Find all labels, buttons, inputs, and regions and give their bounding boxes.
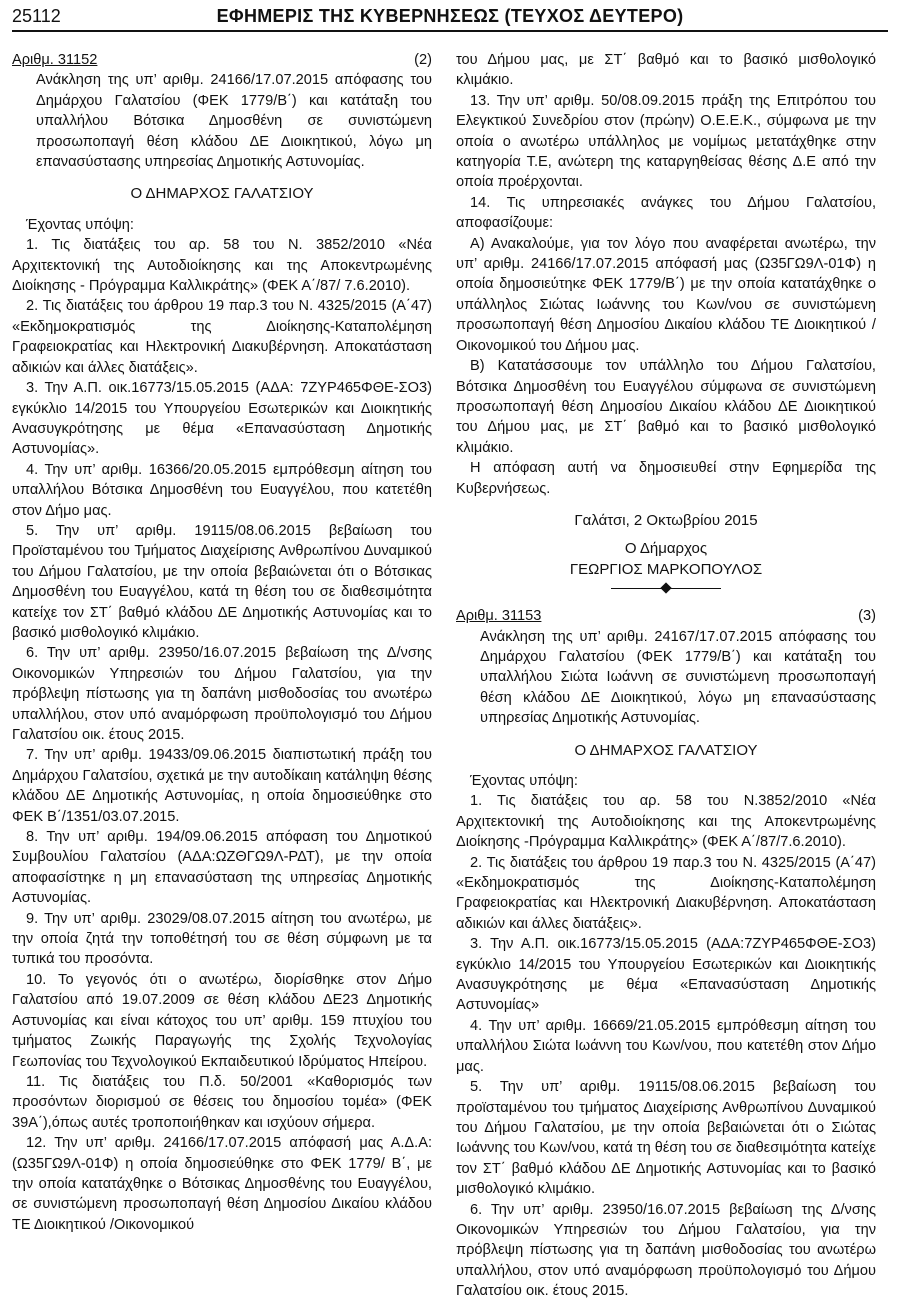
decision-1-subject-text: Ανάκληση της υπ’ αριθμ. 24166/17.07.2015 απόφασης του Δημάρχου Γαλατσίου (ΦΕΚ 1779/Β΄) και κατάταξη του υπαλλήλου Βότσικα Δημοσθένη σε συνιστώμενη προσωποπαγή θέση κλάδου ΔΕ Διοικητικού, λόγω μη επανασύστασης υπηρεσίας Δημοτικής Αστυνομίας. (36, 72, 432, 171)
decision-2-paragraph: 4. Την υπ’ αριθμ. 16669/21.05.2015 εμπρόθεσμη αίτηση του υπαλλήλου Σιώτα Ιωάννη του Κων/νου, που κατετέθη στον Δήμο μας. (456, 1017, 876, 1075)
decision-1-number: Αριθμ. 31152 (12, 52, 98, 68)
decision-1-paragraph: 2. Τις διατάξεις του άρθρου 19 παρ.3 του Ν. 4325/2015 (Α΄47) «Εκδημοκρατισμός της Διοίκησης-Καταπολέμηση Γραφειοκρατίας και Ηλεκτρονική Διακυβέρνηση. Αποκατάσταση αδικιών και άλλες διατάξεις». (12, 298, 432, 376)
decision-1-considering: Έχοντας υπόψη: (26, 216, 134, 233)
decision-1-paragraph: 10. Το γεγονός ότι ο ανωτέρω, διορίσθηκε στον Δήμο Γαλατσίου από 19.07.2009 σε θέση κλάδου ΔΕ23 Δημοτικής Αστυνομίας και είναι κάτοχος του υπ’ αριθμ. 159 πτυχίου του τμήματος Ζωικής Παραγωγής της Σχολής Τεχνολογίας Γεωπονίας του Τεχνολογικού Εκπαιδευτικού Ιδρύματος Ηπείρου. (12, 971, 432, 1070)
decision-2-subject-text: Ανάκληση της υπ’ αριθμ. 24167/17.07.2015 απόφασης του Δημάρχου Γαλατσίου (ΦΕΚ 1779/Β΄) και κατάταξη του υπαλλήλου Σιώτα Ιωάννη σε συνιστώμενη προσωποπαγή θέση κλάδου ΔΕ Διοικητικού, λόγω μη επανασύστασης υπηρεσίας Δημοτικής Αστυνομίας. (480, 628, 876, 727)
decision-1-authority: Ο ΔΗΜΑΡΧΟΣ ΓΑΛΑΤΣΙΟΥ (130, 185, 314, 203)
decision-1-place-date: Γαλάτσι, 2 Οκτωβρίου 2015 (574, 511, 758, 529)
decision-1-paragraph: Α) Ανακαλούμε, για τον λόγο που αναφέρεται ανωτέρω, την υπ’ αριθμ. 24166/17.07.2015 απόφασή μας (Ω35ΓΩ9Λ-01Φ) η οποία δημοσιεύτηκε ΦΕΚ 1779/Β΄) με την οποία κατατάχθηκε ο υπάλληλος Σιώτας Ιωάννης του Κων/νου σε συνιστώμενη προσωποπαγή θέση Δημοσίου Δικαίου κλάδου ΤΕ Διοικητικού /Οικονομικού του Δήμου μας. (456, 235, 876, 354)
decision-1-index: (2) (414, 52, 432, 68)
decision-1-signer-title: Ο Δήμαρχος (624, 540, 708, 558)
decision-1-paragraph: του Δήμου μας, με ΣΤ΄ βαθμό και το βασικό μισθολογικό κλιμάκιο. (456, 52, 876, 89)
decision-1-paragraph: 4. Την υπ’ αριθμ. 16366/20.05.2015 εμπρόθεσμη αίτηση του υπαλλήλου Βότσικα Δημοσθένη του Ευαγγέλου, που κατετέθη στον Δήμο μας. (12, 461, 432, 519)
decision-1-paragraph: 5. Την υπ’ αριθμ. 19115/08.06.2015 βεβαίωση του Προϊσταμένου του Τμήματος Διαχείρισης Ανθρωπίνου Δυναμικού του Δήμου Γαλατσίου, με την οποία βεβαιώνεται ότι ο Βότσικας Δημοσθένη του Ευαγγέλου, κατά τη θέση του σε διαθεσιμότητα κατείχε τον ΣΤ΄ βαθμό κλάδου ΔΕ Δημοτικής Αστυνομίας και το βασικό μισθολογικό κλιμάκιο. (12, 522, 432, 641)
decision-1-paragraph: 12. Την υπ’ αριθμ. 24166/17.07.2015 απόφασή μας Α.Δ.Α: (Ω35ΓΩ9Λ-01Φ) η οποία δημοσιεύθηκε στο ΦΕΚ 1779/ Β΄, με την οποία κατατάχθηκε ο Βότσικας Δημοσθένης του Ευαγγέλου, σε συνιστώμενη προσωποπαγή θέση Δημοσίου Δικαίου κλάδου ΤΕ Διοικητικού /Οικονομικού (12, 1135, 432, 1233)
diamond-ornament-icon (660, 582, 671, 593)
page-number: 25112 (12, 6, 61, 26)
decision-2-subject (456, 627, 876, 729)
right-column (456, 50, 876, 1302)
left-column (12, 50, 432, 1235)
decision-1-paragraph: Β) Κατατάσσουμε τον υπάλληλο του Δήμου Γαλατσίου, Βότσικα Δημοσθένη του Ευαγγέλου σύμφωνα σε συνιστώμενη προσωποπαγή θέση Δημοσίου Δικαίου κλάδου ΔΕ Διοικητικού του Δήμου μας, με ΣΤ΄ βαθμό και το βασικό μισθολογικό κλιμάκιο. (456, 358, 876, 456)
decision-1-signer-name: ΓΕΩΡΓΙΟΣ ΜΑΡΚΟΠΟΥΛΟΣ (569, 560, 763, 578)
gazette-title: ΕΦΗΜΕΡΙΣ ΤΗΣ ΚΥΒΕΡΝΗΣΕΩΣ (ΤΕΥΧΟΣ ΔΕΥΤΕΡΟ) (216, 6, 684, 26)
decision-1-paragraph: 14. Τις υπηρεσιακές ανάγκες του Δήμου Γαλατσίου, αποφασίζουμε: (456, 194, 876, 232)
decision-2-authority: Ο ΔΗΜΑΡΧΟΣ ΓΑΛΑΤΣΙΟΥ (574, 741, 758, 759)
decision-1-paragraph: 3. Την Α.Π. οικ.16773/15.05.2015 (ΑΔΑ: 7ΖΥΡ465ΦΘΕ-ΣΟ3) εγκύκλιο 14/2015 του Υπουργείου Εσωτερικών και Διοικητικής Ανασυγκρότησης με θέμα «Επανασύσταση Δημοτικής Αστυνομίας». (12, 380, 432, 458)
decision-1-paragraph: 6. Την υπ’ αριθμ. 23950/16.07.2015 βεβαίωση της Δ/νσης Οικονομικών Υπηρεσιών του Δήμου Γαλατσίου, για την πρόβλεψη πίστωσης για τη δαπάνη μισθοδοσίας του ανωτέρω υπαλλήλου, στον υπό αναμόρφωση προϋπολογισμό του Δήμου Γαλατσίου οικ. έτους 2015. (12, 645, 432, 743)
decision-2-paragraph: 3. Την Α.Π. οικ.16773/15.05.2015 (ΑΔΑ:7ΖΥΡ465ΦΘΕ-ΣΟ3) εγκύκλιο 14/2015 του Υπουργείου Εσωτερικών και Διοικητικής Ανασυγκρότησης με θέμα «Επανασύσταση Δημοτικής Αστυνομίας» (456, 936, 876, 1014)
decision-2-paragraph: 1. Τις διατάξεις του αρ. 58 του Ν.3852/2010 «Νέα Αρχιτεκτονική της Αυτοδιοίκησης και της Αποκεντρωμένης Διοίκησης -Πρόγραμμα Καλλικράτης» (ΦΕΚ Α΄/87/7.6.2010). (456, 793, 876, 851)
decision-1-heading (12, 50, 432, 70)
decision-1-paragraph: 13. Την υπ’ αριθμ. 50/08.09.2015 πράξη της Επιτρόπου του Ελεγκτικού Συνεδρίου στον (πρώην) Ο.Ε.Ε.Κ., σύμφωνα με την οποία ο ανωτέρω υπάλληλος με νομίμως μετατάχθηκε στην κατηγορία Τ.Ε, ανώτερη της καταργηθείσας θέσης Δ.Ε από την οποία προέρχονται. (456, 92, 876, 191)
decision-1-paragraph: 1. Τις διατάξεις του αρ. 58 του Ν. 3852/2010 «Νέα Αρχιτεκτονική της Αυτοδιοίκησης και της Αποκεντρωμένης Διοίκησης - Πρόγραμμα Καλλικράτης» (ΦΕΚ Α΄/87/ 7.6.2010). (12, 237, 432, 295)
decision-1-paragraph: 11. Τις διατάξεις του Π.δ. 50/2001 «Καθορισμός των προσόντων διορισμού σε θέσεις του δημοσίου τομέα» (ΦΕΚ 39Α΄),όπως αυτές τροποποιήθηκαν και ισχύουν σήμερα. (12, 1073, 432, 1131)
page-header (12, 4, 888, 32)
decision-1-paragraph: 8. Την υπ’ αριθμ. 194/09.06.2015 απόφαση του Δημοτικού Συμβουλίου Γαλατσίου (ΑΔΑ:ΩΖΘΓΩ9Λ-ΡΔΤ), με την οποία αποφασίστηκε η μη επανασύσταση της υπηρεσίας Δημοτικής Αστυνομίας. (12, 829, 432, 907)
section-divider (611, 582, 721, 596)
decision-1-paragraph: 9. Την υπ’ αριθμ. 23029/08.07.2015 αίτηση του ανωτέρω, με την οποία ζητά την τοποθέτησή του σε θέση σύμφωνη με τα τυπικά του προσόντα. (12, 910, 432, 968)
decision-2-heading (456, 606, 876, 626)
decision-2-number: Αριθμ. 31153 (456, 608, 542, 625)
decision-2-considering: Έχοντας υπόψη: (470, 773, 578, 789)
decision-2-paragraph: 2. Τις διατάξεις του άρθρου 19 παρ.3 του Ν. 4325/2015 (Α΄47) «Εκδημοκρατισμός της Διοίκησης-Καταπολέμηση Γραφειοκρατίας και Ηλεκτρονική Διακυβέρνηση. Αποκατάσταση αδικιών και άλλες διατάξεις». (456, 854, 876, 932)
decision-1-subject (12, 70, 432, 172)
decision-2-paragraph: 5. Την υπ’ αριθμ. 19115/08.06.2015 βεβαίωση του προϊσταμένου του τμήματος Διαχείρισης Ανθρωπίνου Δυναμικού του Δήμου Γαλατσίου, με την οποία βεβαιώνεται ότι ο Σιώτας Ιωάννης του Κων/νου, κατά τη θέση του σε διαθεσιμότητα κατείχε τον ΣΤ΄ βαθμό κλάδου ΔΕ Δημοτικής Αστυνομίας και το βασικό μισθολογικό κλιμάκιο. (456, 1079, 876, 1198)
decision-2-paragraph: 6. Την υπ’ αριθμ. 23950/16.07.2015 βεβαίωση της Δ/νσης Οικονομικών Υπηρεσιών του Δήμου Γαλατσίου, για την πρόβλεψη πίστωσης για τη δαπάνη μισθοδοσίας του ανωτέρω υπαλλήλου, στον υπό αναμόρφωση προϋπολογισμό του Δήμου Γαλατσίου οικ. έτους 2015. (456, 1201, 876, 1300)
decision-2-index: (3) (858, 608, 876, 625)
decision-1-paragraph: 7. Την υπ’ αριθμ. 19433/09.06.2015 διαπιστωτική πράξη του Δημάρχου Γαλατσίου, σχετικά με την αυτοδίκαιη κατάληψη θέσης κλάδου ΔΕ Δημοτικής Αστυνομίας, η οποία δημοσιεύθηκε στο ΦΕΚ Β΄/1351/03.07.2015. (12, 747, 432, 825)
decision-1-paragraph: Η απόφαση αυτή να δημοσιευθεί στην Εφημερίδα της Κυβερνήσεως. (456, 460, 876, 497)
